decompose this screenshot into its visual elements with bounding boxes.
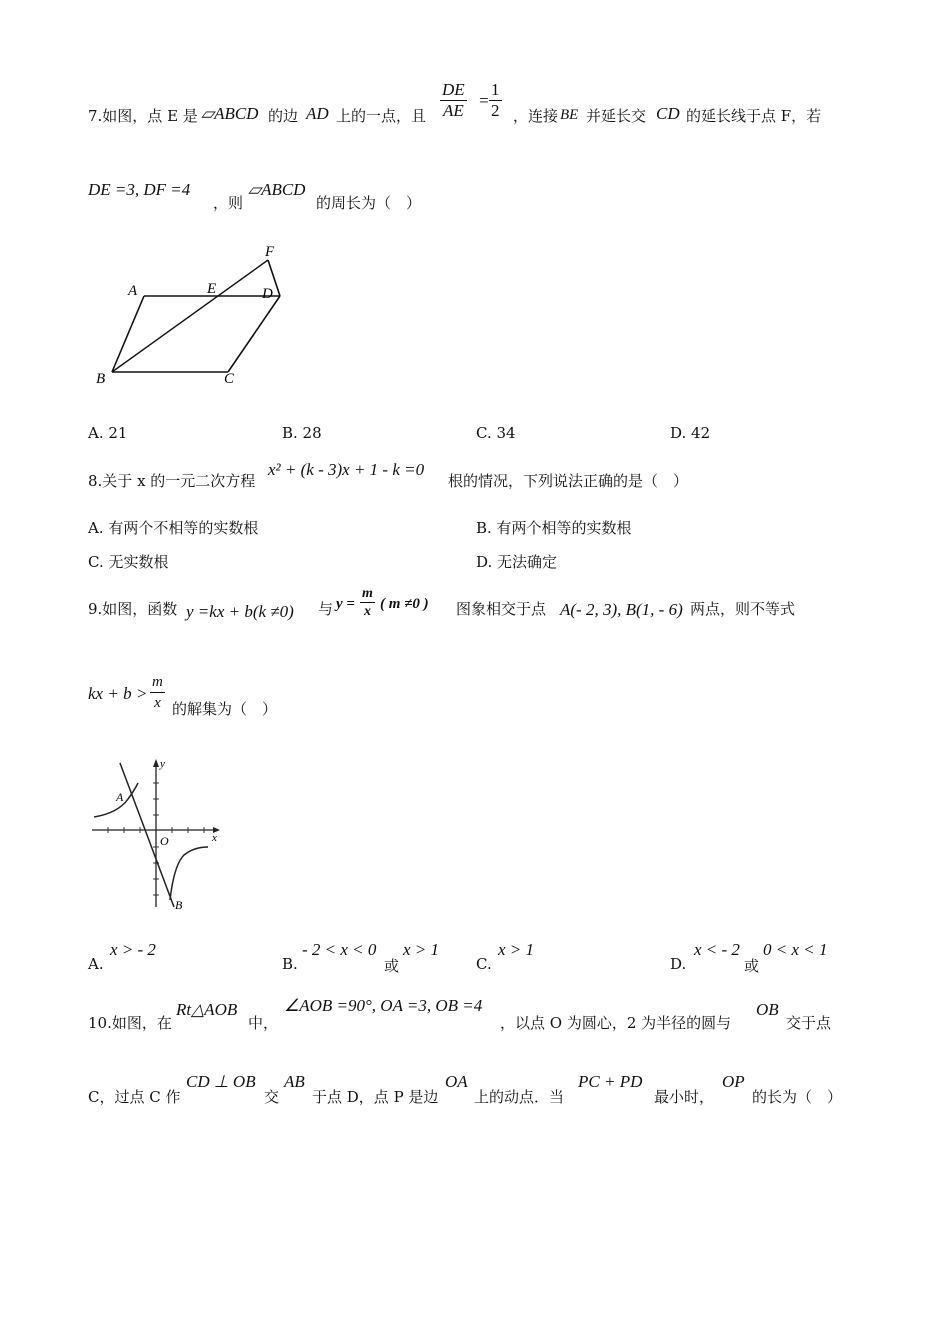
- q9-ineq-lhs: kx + b >: [88, 684, 148, 703]
- q10-text4: 交于点: [786, 1014, 832, 1032]
- q9-func2-lhs: y =: [336, 596, 355, 612]
- q9-option-b-expr1: - 2 < x < 0: [302, 940, 377, 959]
- q9-option-d[interactable]: [670, 940, 870, 974]
- q7-parallelogram-figure: [90, 238, 300, 393]
- q9-label-y: y: [160, 758, 165, 770]
- q9-option-c[interactable]: [476, 940, 656, 974]
- q10-line2-text3: 于点 D，点 P 是边: [312, 1088, 439, 1106]
- q10-ob: OB: [756, 1000, 779, 1019]
- q7-option-c[interactable]: C. 34: [476, 424, 516, 442]
- q9-func2-num: m: [362, 586, 373, 601]
- q9-ineq-den: x: [154, 695, 161, 711]
- q9-option-d-expr1: x < - 2: [694, 940, 740, 959]
- q10-line2-text4: 上的动点．当: [474, 1088, 565, 1106]
- q7-prefix: 7.如图，点 E 是: [88, 107, 198, 125]
- q8-suffix: 根的情况，下列说法正确的是（ ）: [448, 472, 689, 490]
- q9-func2-fraction: [360, 585, 375, 620]
- q9-option-c-label: C.: [476, 955, 492, 973]
- q8-option-d[interactable]: D. 无法确定: [476, 553, 558, 571]
- q10-ab: AB: [284, 1072, 305, 1091]
- q10-sum: PC + PD: [578, 1072, 643, 1091]
- q7-ad: AD: [306, 104, 329, 123]
- q9-label-x: x: [212, 832, 217, 844]
- q7-option-b[interactable]: B. 28: [282, 424, 322, 442]
- q7-label-c: C: [224, 371, 235, 387]
- q9-option-a[interactable]: [88, 940, 268, 974]
- q7-text2: 的边: [268, 107, 299, 125]
- q10-line2-text5: 最小时，: [654, 1088, 715, 1106]
- q10-triangle: Rt△AOB: [176, 1000, 238, 1019]
- q7-option-d[interactable]: D. 42: [670, 424, 711, 442]
- q9-option-d-or: 或: [744, 957, 760, 975]
- q7-text5: 并延长交: [586, 107, 647, 125]
- q7-label-e: E: [207, 281, 217, 297]
- q7-side-cd: [228, 296, 280, 372]
- q7-ratio-fraction: [440, 80, 467, 121]
- q10-text2: 中，: [248, 1014, 279, 1032]
- q7-condition: DE =3, DF =4: [88, 180, 191, 199]
- q7-line2-text1: ，则: [213, 194, 244, 212]
- q7-frac-den: AE: [442, 101, 464, 120]
- q9-text4: 两点，则不等式: [690, 600, 796, 618]
- q7-text4: ，连接: [513, 107, 559, 125]
- q9-ineq-num: m: [150, 672, 165, 693]
- q9-y-arrow-icon: [153, 759, 159, 767]
- q9-hyperbola-right-branch: [170, 847, 208, 900]
- q10-line2-prefix: C，过点 C 作: [88, 1088, 181, 1106]
- q9-linear-function: y =kx + b(k ≠0): [186, 602, 294, 621]
- q9-text2: 与: [318, 600, 334, 618]
- q8-option-c[interactable]: C. 无实数根: [88, 553, 169, 571]
- q9-option-b-expr2: x > 1: [403, 940, 440, 959]
- q10-prefix: 10.如图，在: [88, 1014, 172, 1032]
- q9-ineq-fraction: [150, 672, 165, 713]
- q9-prefix: 9.如图，函数: [88, 600, 178, 618]
- q9-option-b-label: B.: [282, 955, 298, 973]
- q9-option-a-expr: x > - 2: [110, 940, 156, 959]
- q10-perp: CD ⊥ OB: [186, 1072, 256, 1091]
- q9-points: A(- 2, 3), B(1, - 6): [560, 600, 683, 619]
- q7-parallelogram: ▱ABCD: [201, 104, 259, 123]
- q9-option-a-label: A.: [88, 955, 104, 973]
- q7-cd: CD: [656, 104, 680, 123]
- q7-option-a[interactable]: A. 21: [88, 424, 128, 442]
- q7-label-f: F: [265, 244, 275, 260]
- q9-func2-cond: ( m ≠0 ): [380, 596, 429, 612]
- q10-line2-text2: 交: [264, 1088, 280, 1106]
- q9-graph-figure: [88, 755, 228, 915]
- q7-half-den: 2: [491, 101, 500, 120]
- q10-op: OP: [722, 1072, 745, 1091]
- q7-eq: =: [478, 91, 490, 110]
- q7-text3: 上的一点，且: [336, 107, 427, 125]
- q9-option-d-expr2: 0 < x < 1: [763, 940, 828, 959]
- q9-func2-den: x: [363, 604, 371, 619]
- q8-equation: x² + (k - 3)x + 1 - k =0: [268, 460, 425, 479]
- q7-half-fraction: [489, 80, 502, 121]
- q9-label-a: A: [116, 790, 124, 804]
- q8-prefix: 8.关于 x 的一元二次方程: [88, 472, 256, 490]
- q9-option-b[interactable]: [282, 940, 462, 974]
- q7-parallelogram-2: ▱ABCD: [248, 180, 306, 199]
- q7-label-d: D: [262, 286, 273, 302]
- q7-text6: 的延长线于点 F，若: [686, 107, 822, 125]
- q9-option-d-label: D.: [670, 955, 687, 973]
- q7-label-a: A: [128, 283, 138, 299]
- q7-label-b: B: [96, 371, 106, 387]
- q9-label-b: B: [175, 898, 183, 912]
- q10-line2-text6: 的长为（ ）: [752, 1088, 843, 1106]
- q8-option-a[interactable]: A. 有两个不相等的实数根: [88, 519, 259, 537]
- q7-line2-text2: 的周长为（ ）: [316, 194, 422, 212]
- q9-text3: 图象相交于点: [456, 600, 547, 618]
- q8-option-b[interactable]: B. 有两个相等的实数根: [476, 519, 632, 537]
- q10-oa: OA: [445, 1072, 468, 1091]
- q7-frac-num: DE: [442, 80, 465, 99]
- q9-ineq-suffix: 的解集为（ ）: [172, 700, 278, 718]
- q9-label-o: O: [160, 834, 169, 848]
- q10-text3: ，以点 O 为圆心，2 为半径的圆与: [500, 1014, 732, 1032]
- q7-be: BE: [560, 107, 579, 123]
- q9-option-b-or: 或: [384, 957, 400, 975]
- q7-half-num: 1: [491, 80, 500, 99]
- q9-option-c-expr: x > 1: [498, 940, 535, 959]
- q10-condition: ∠AOB =90°, OA =3, OB =4: [284, 996, 483, 1015]
